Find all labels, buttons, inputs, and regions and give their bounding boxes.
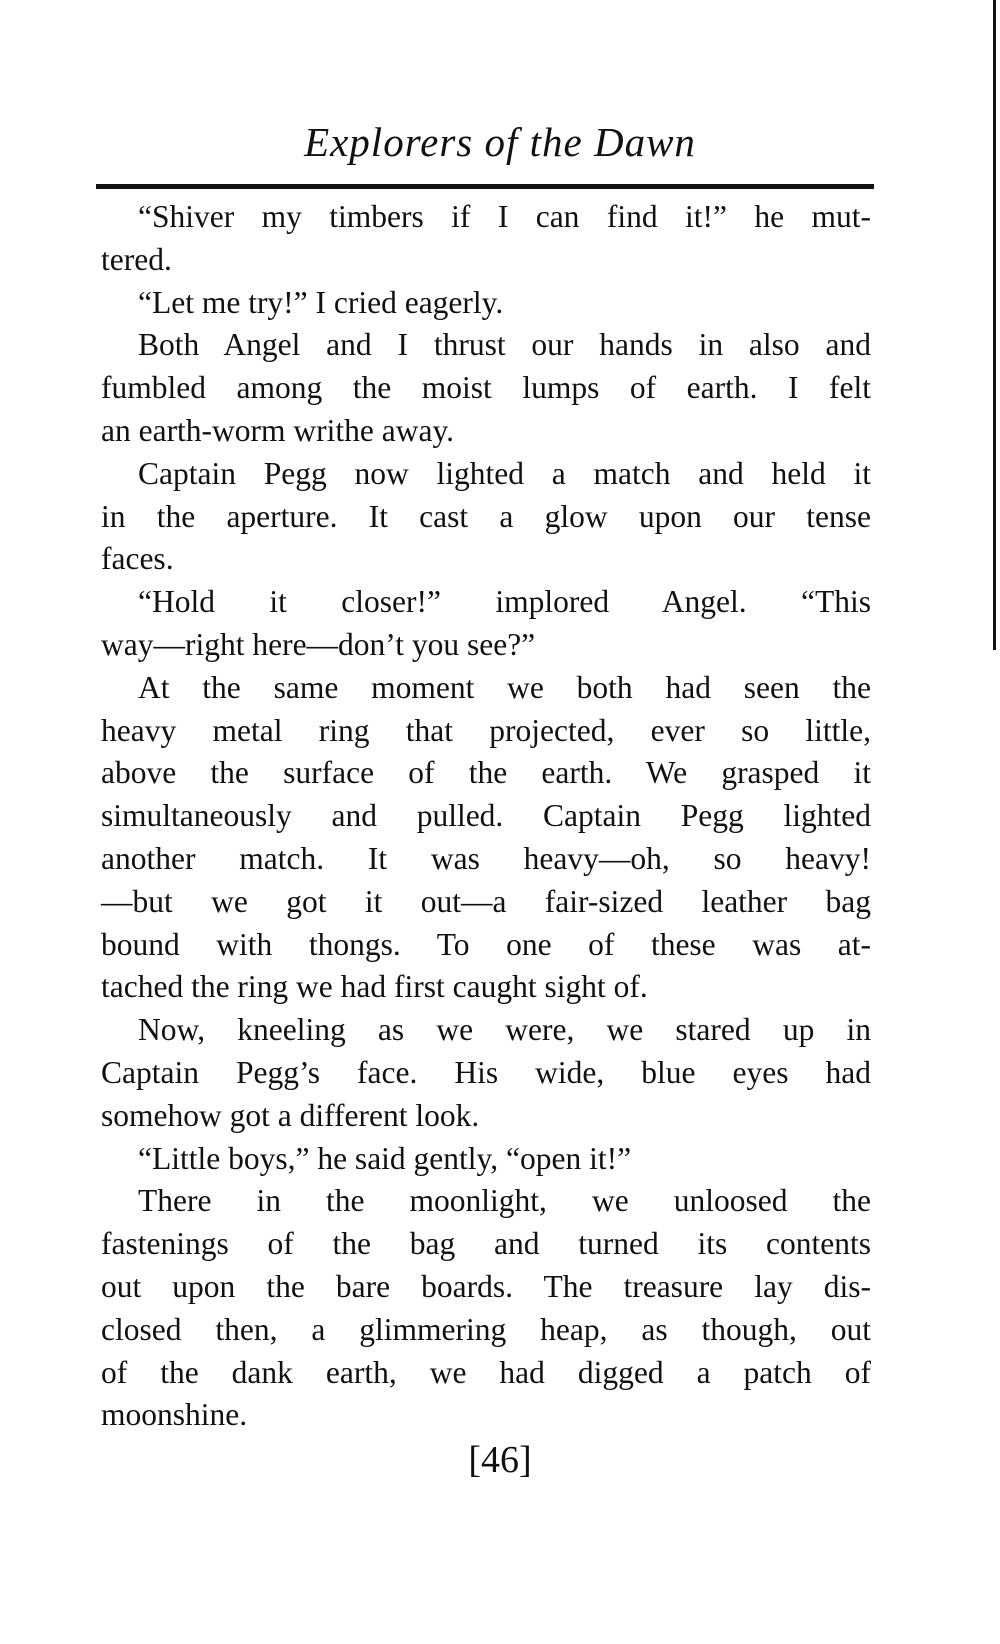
text-line: fastenings of the bag and turned its contents <box>101 1226 871 1262</box>
text-line: tered. <box>101 241 172 277</box>
text-line: faces. <box>101 541 174 577</box>
body-text <box>101 196 871 1437</box>
text-line: moonshine. <box>101 1397 248 1433</box>
text-line: in the aperture. It cast a glow upon our tense <box>101 498 871 534</box>
text-line: simultaneously and pulled. Captain Pegg lighted <box>101 798 871 834</box>
text-line: somehow got a different look. <box>101 1097 480 1133</box>
text-line: “Shiver my timbers if I can find it!” he mut- <box>138 199 871 234</box>
text-line: heavy metal ring that projected, ever so little, <box>101 712 871 748</box>
text-line: another match. It was heavy—oh, so heavy! <box>101 840 871 876</box>
text-line: —but we got it out—a fair-sized leather bag <box>101 883 871 919</box>
text-line: tached the ring we had first caught sight of. <box>101 969 648 1005</box>
text-line: out upon the bare boards. The treasure lay dis- <box>101 1268 871 1304</box>
text-line: fumbled among the moist lumps of earth. I felt <box>101 370 871 406</box>
text-line: way—right here—don’t you see?” <box>101 626 536 662</box>
text-line: Both Angel and I thrust our hands in also and <box>138 327 871 363</box>
text-line: above the surface of the earth. We grasped it <box>101 755 871 791</box>
page-edge-line <box>993 0 996 650</box>
text-line: bound with thongs. To one of these was at- <box>101 926 871 962</box>
text-line: closed then, a glimmering heap, as though, out <box>101 1311 871 1347</box>
text-line: Captain Pegg now lighted a match and held it <box>138 455 871 491</box>
text-line: There in the moonlight, we unloosed the <box>138 1183 871 1219</box>
header-rule <box>96 184 874 189</box>
running-head: Explorers of the Dawn <box>304 119 696 165</box>
text-line: “Little boys,” he said gently, “open it!” <box>138 1140 632 1176</box>
text-line: “Let me try!” I cried eagerly. <box>138 284 504 320</box>
text-line: Captain Pegg’s face. His wide, blue eyes had <box>101 1054 871 1090</box>
page-number: [46] <box>468 1439 532 1481</box>
text-line: of the dank earth, we had digged a patch of <box>101 1354 871 1390</box>
text-line: At the same moment we both had seen the <box>138 669 871 705</box>
text-line: an earth-worm writhe away. <box>101 412 455 448</box>
text-line: Now, kneeling as we were, we stared up in <box>138 1012 871 1048</box>
text-line: “Hold it closer!” implored Angel. “This <box>138 584 871 620</box>
